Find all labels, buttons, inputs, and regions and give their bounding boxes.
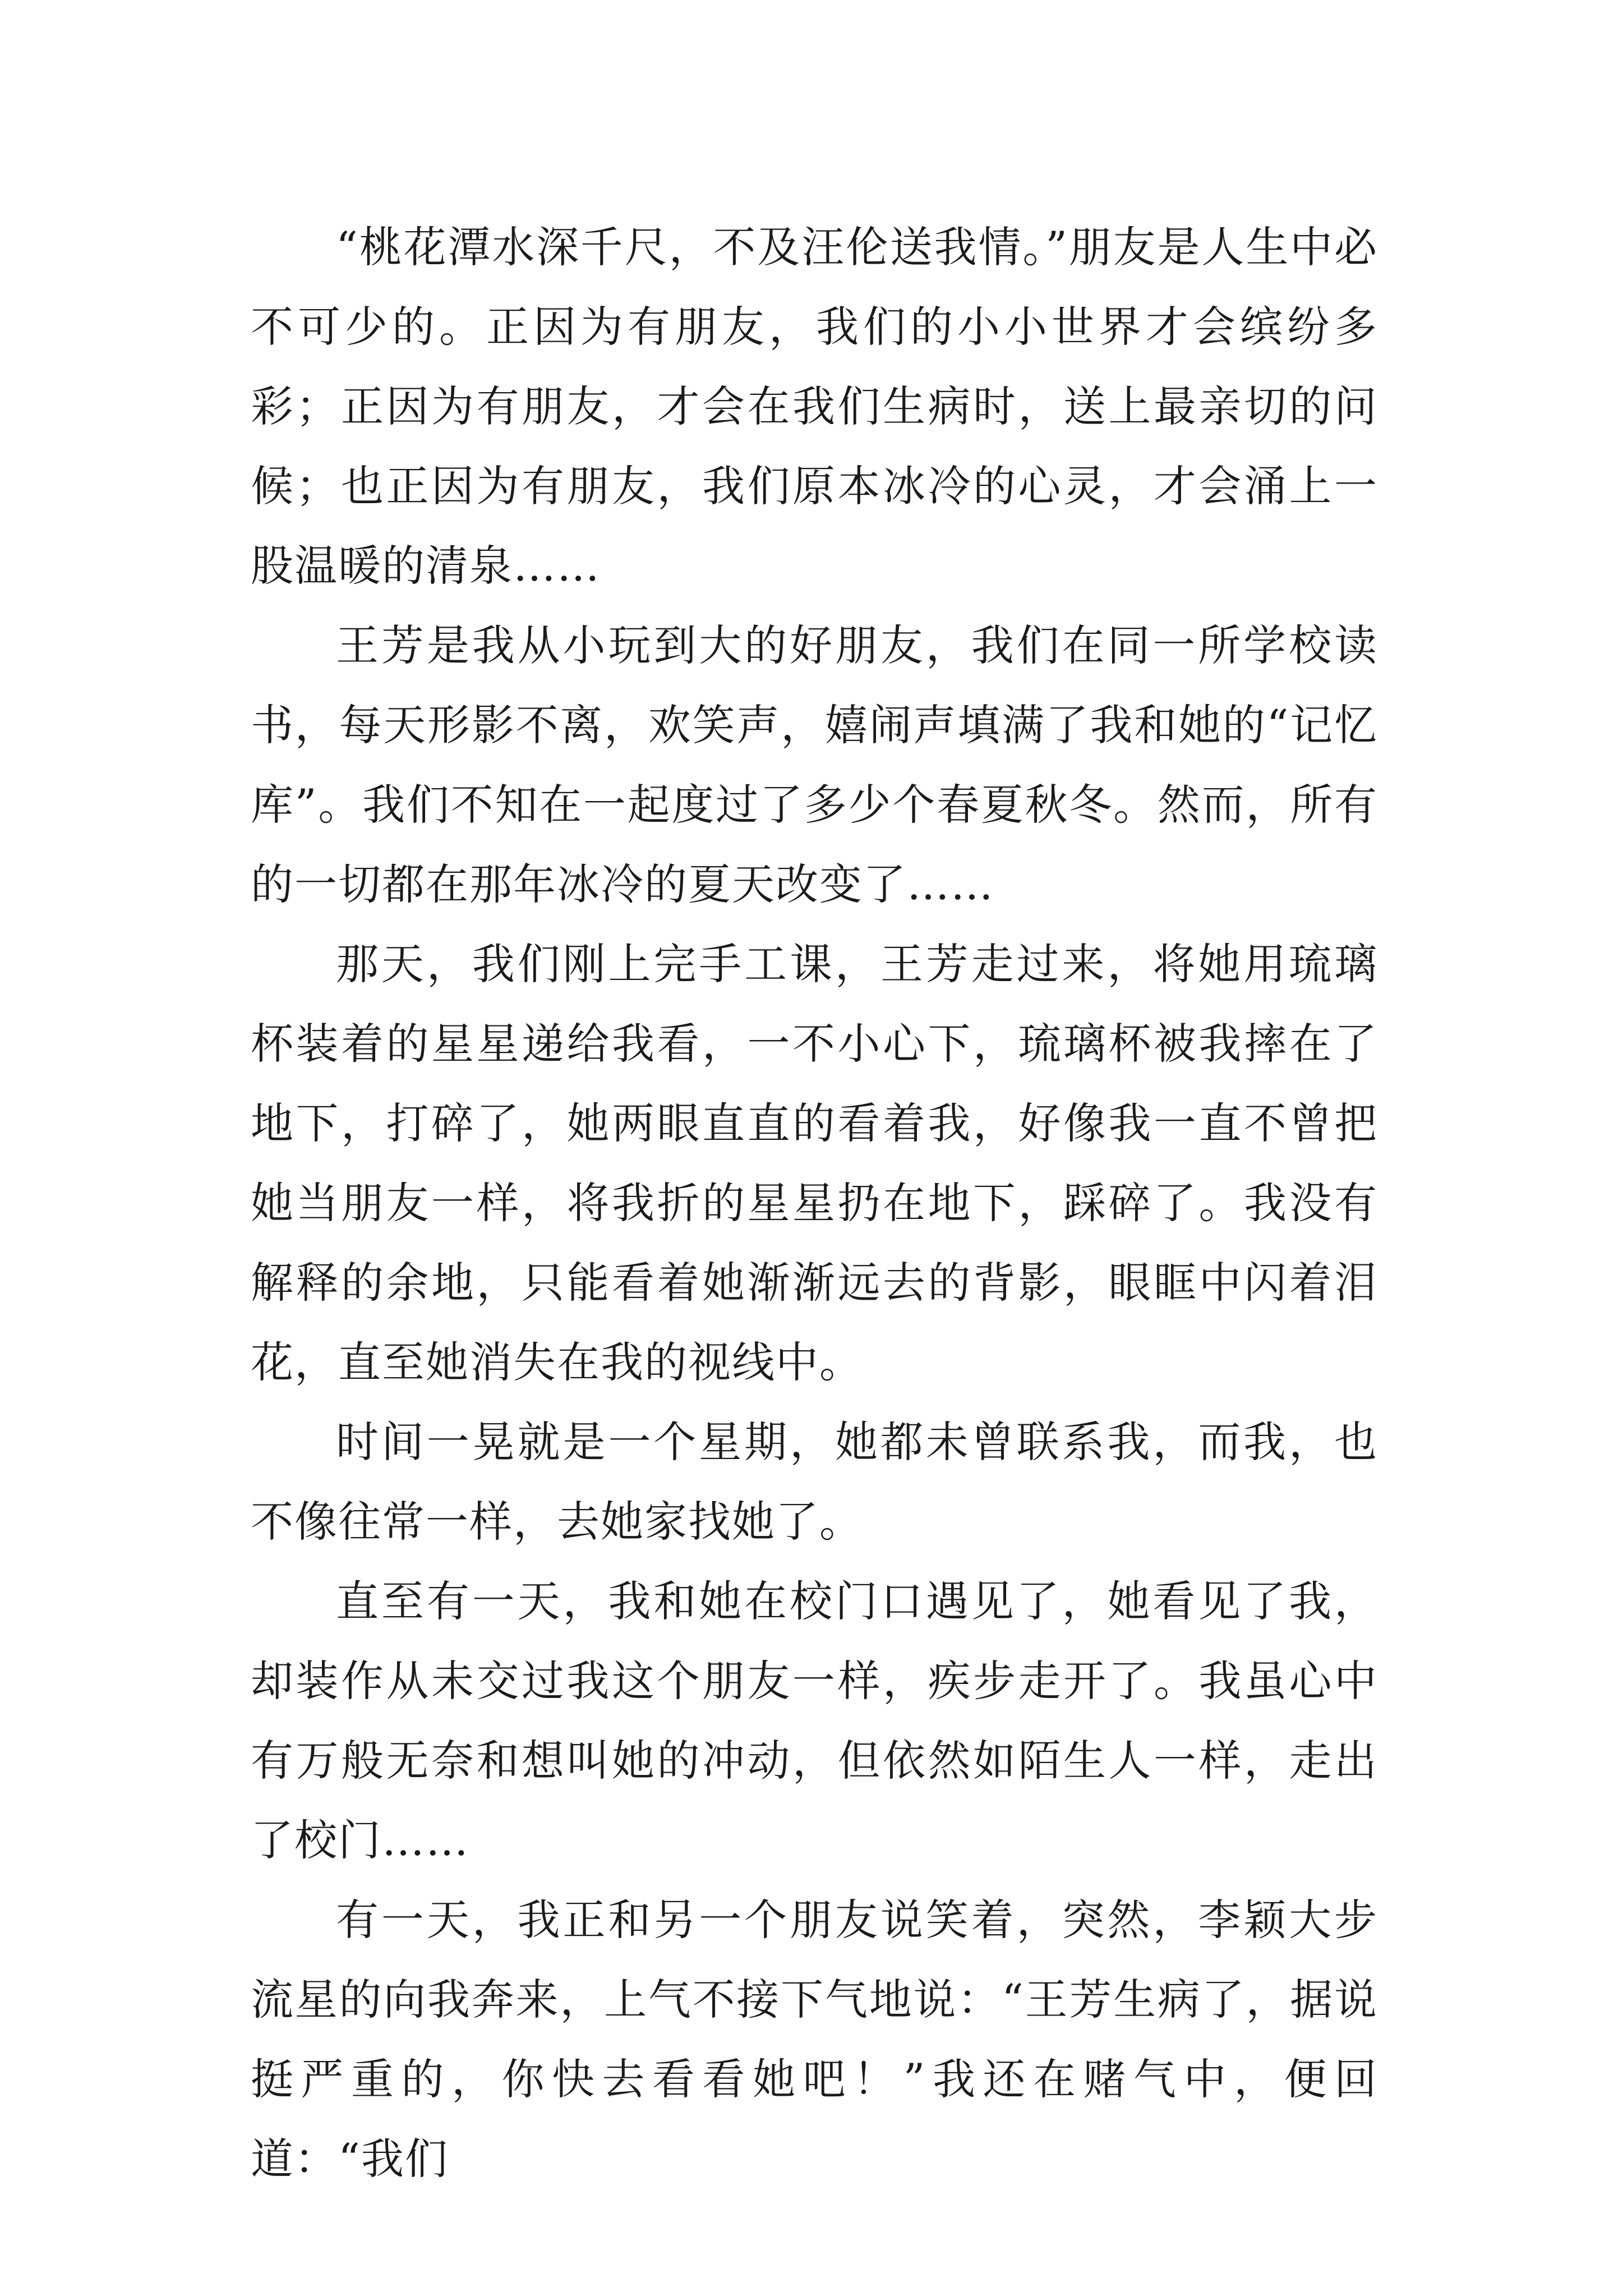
essay-body (251, 208, 1378, 2199)
paragraph-1: “桃花潭水深千尺，不及汪伦送我情。”朋友是人生中必不可少的。正因为有朋友，我们的小小世界才会缤纷多彩；正因为有朋友，才会在我们生病时，送上最亲切的问候；也正因为有朋友，我们原本冰冷的心灵，才会涌上一股温暖的清泉…… (251, 222, 1378, 591)
paragraph-4: 时间一晃就是一个星期，她都未曾联系我，而我，也不像往常一样，去她家找她了。 (251, 1417, 1378, 1547)
paragraph-2: 王芳是我从小玩到大的好朋友，我们在同一所学校读书，每天形影不离，欢笑声，嬉闹声填满了我和她的“记忆库”。我们不知在一起度过了多少个春夏秋冬。然而，所有的一切都在那年冰冷的夏天改变了…… (251, 620, 1378, 909)
paragraph-5: 直至有一天，我和她在校门口遇见了，她看见了我，却装作从未交过我这个朋友一样，疾步走开了。我虽心中有万般无奈和想叫她的冲动，但依然如陌生人一样，走出了校门…… (251, 1576, 1378, 1865)
paragraph-3: 那天，我们刚上完手工课，王芳走过来，将她用琉璃杯装着的星星递给我看，一不小心下，琉璃杯被我摔在了地下，打碎了，她两眼直直的看着我，好像我一直不曾把她当朋友一样，将我折的星星扔在地下，踩碎了。我没有解释的余地，只能看着她渐渐远去的背影，眼眶中闪着泪花，直至她消失在我的视线中。 (251, 939, 1378, 1387)
paragraph-6: 有一天，我正和另一个朋友说笑着，突然，李颖大步流星的向我奔来，上气不接下气地说：“王芳生病了，据说挺严重的，你快去看看她吧！”我还在赌气中，便回道：“我们 (251, 1895, 1378, 2184)
